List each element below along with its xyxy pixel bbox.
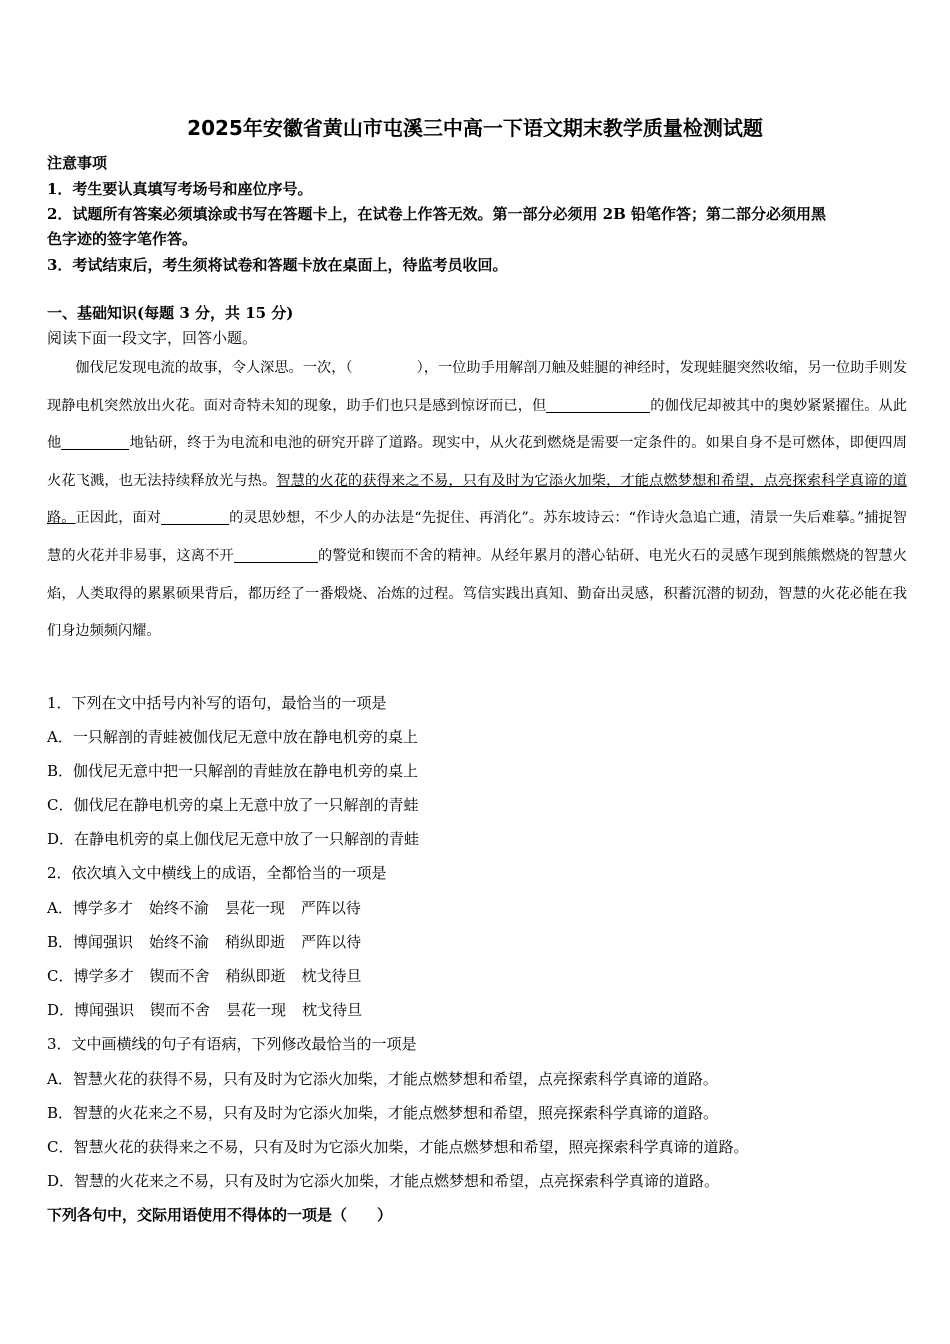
- question-3-option-d: D．智慧的火花来之不易，只有及时为它添火加柴，才能点燃梦想和希望，点亮探索科学真谛的道路。: [47, 1172, 720, 1190]
- reading-passage: [47, 350, 907, 651]
- question-1-stem: 1．下列在文中括号内补写的语句，最恰当的一项是: [47, 694, 387, 712]
- passage-part-1: 伽伐尼发现电流的故事，令人深思。一次，（: [75, 360, 353, 376]
- passage-part-3: 的伽伐尼却被其中的奥妙紧紧擢住。从此他: [47, 397, 907, 452]
- reading-instruction: 阅读下面一段文字，回答小题。: [47, 329, 258, 347]
- notice-item-2-cont: 色字迹的签字笔作答。: [47, 230, 198, 248]
- question-4-stem: 下列各句中，交际用语使用不得体的一项是（ ）: [47, 1206, 393, 1224]
- passage-part-5: 正因此，面对: [75, 510, 162, 527]
- question-1-option-c: C．伽伐尼在静电机旁的桌上无意中放了一只解剖的青蛙: [47, 796, 419, 814]
- notice-item-2: 2．试题所有答案必须填涂或书写在答题卡上，在试卷上作答无效。第一部分必须用 2B 铅笔作答；第二部分必须用黑: [47, 205, 827, 223]
- question-2-option-c: C．博学多才 锲而不舍 稍纵即逝 枕戈待旦: [47, 967, 362, 985]
- notice-item-1: 1．考生要认真填写考场号和座位序号。: [47, 180, 313, 198]
- question-1-option-d: D．在静电机旁的桌上伽伐尼无意中放了一只解剖的青蛙: [47, 830, 420, 848]
- passage-part-4: 地钻研，终于为电流和电池的研究开辟了道路。现实中，从火花到燃烧是需要一定条件的。如果自身不是可燃体，即便四周火花飞溅，也无法持续释放光与热。: [47, 435, 907, 489]
- passage-part-7: 的警觉和锲而不舍的精神。从经年累月的潜心钻研、电光火石的灵感乍现到熊熊燃烧的智慧火焰，人类取得的累累硕果背后，都历经了一番煅烧、冶炼的过程。笃信实践出真知、勤奋出灵感，积蓄沉潜的韧劲，智慧的火花必能在我们身边频频闪耀。: [47, 547, 907, 640]
- blank-2: [61, 435, 129, 450]
- underlined-sentence: 智慧的火花的获得来之不易，只有及时为它添火加柴，才能点燃梦想和希望，点亮探索科学真谛的道路。: [47, 472, 907, 527]
- notice-heading: 注意事项: [47, 154, 108, 172]
- passage-part-2: ），一位助手用解剖刀触及蛙腿的神经时，发现蛙腿突然收缩，另一位助手则发现静电机突然放出火花。面对奇特未知的现象，助手们也只是感到惊讶而已，但: [47, 360, 908, 414]
- question-3-option-c: C．智慧火花的获得来之不易，只有及时为它添火加柴，才能点燃梦想和希望，照亮探索科学真谛的道路。: [47, 1138, 749, 1156]
- question-2-option-d: D．博闻强识 锲而不舍 昙花一现 枕戈待旦: [47, 1001, 363, 1019]
- blank-1: [546, 397, 650, 412]
- blank-4: [234, 548, 318, 563]
- question-2-option-a: A．博学多才 始终不渝 昙花一现 严阵以待: [47, 899, 361, 917]
- section-heading: 一、基础知识(每题 3 分，共 15 分): [47, 304, 294, 322]
- page-title: 2025年安徽省黄山市屯溪三中高一下语文期末教学质量检测试题: [187, 116, 763, 140]
- passage-part-6: 的灵思妙想，不少人的办法是“先捉住、再消化”。苏东坡诗云：“作诗火急追亡逋，清景一失后难摹。”捕捉智慧的火花并非易事，这离不开: [47, 510, 907, 564]
- question-1-option-a: A．一只解剖的青蛙被伽伐尼无意中放在静电机旁的桌上: [47, 728, 418, 746]
- notice-item-3: 3．考试结束后，考生须将试卷和答题卡放在桌面上，待监考员收回。: [47, 256, 508, 274]
- question-1-option-b: B．伽伐尼无意中把一只解剖的青蛙放在静电机旁的桌上: [47, 762, 419, 780]
- question-2-stem: 2．依次填入文中横线上的成语，全都恰当的一项是: [47, 864, 387, 882]
- question-3-stem: 3．文中画横线的句子有语病，下列修改最恰当的一项是: [47, 1035, 417, 1053]
- question-2-option-b: B．博闻强识 始终不渝 稍纵即逝 严阵以待: [47, 933, 362, 951]
- question-3-option-b: B．智慧的火花来之不易，只有及时为它添火加柴，才能点燃梦想和希望，照亮探索科学真谛的道路。: [47, 1104, 719, 1122]
- blank-3: [161, 510, 229, 525]
- question-3-option-a: A．智慧火花的获得不易，只有及时为它添火加柴，才能点燃梦想和希望，点亮探索科学真谛的道路。: [47, 1070, 718, 1088]
